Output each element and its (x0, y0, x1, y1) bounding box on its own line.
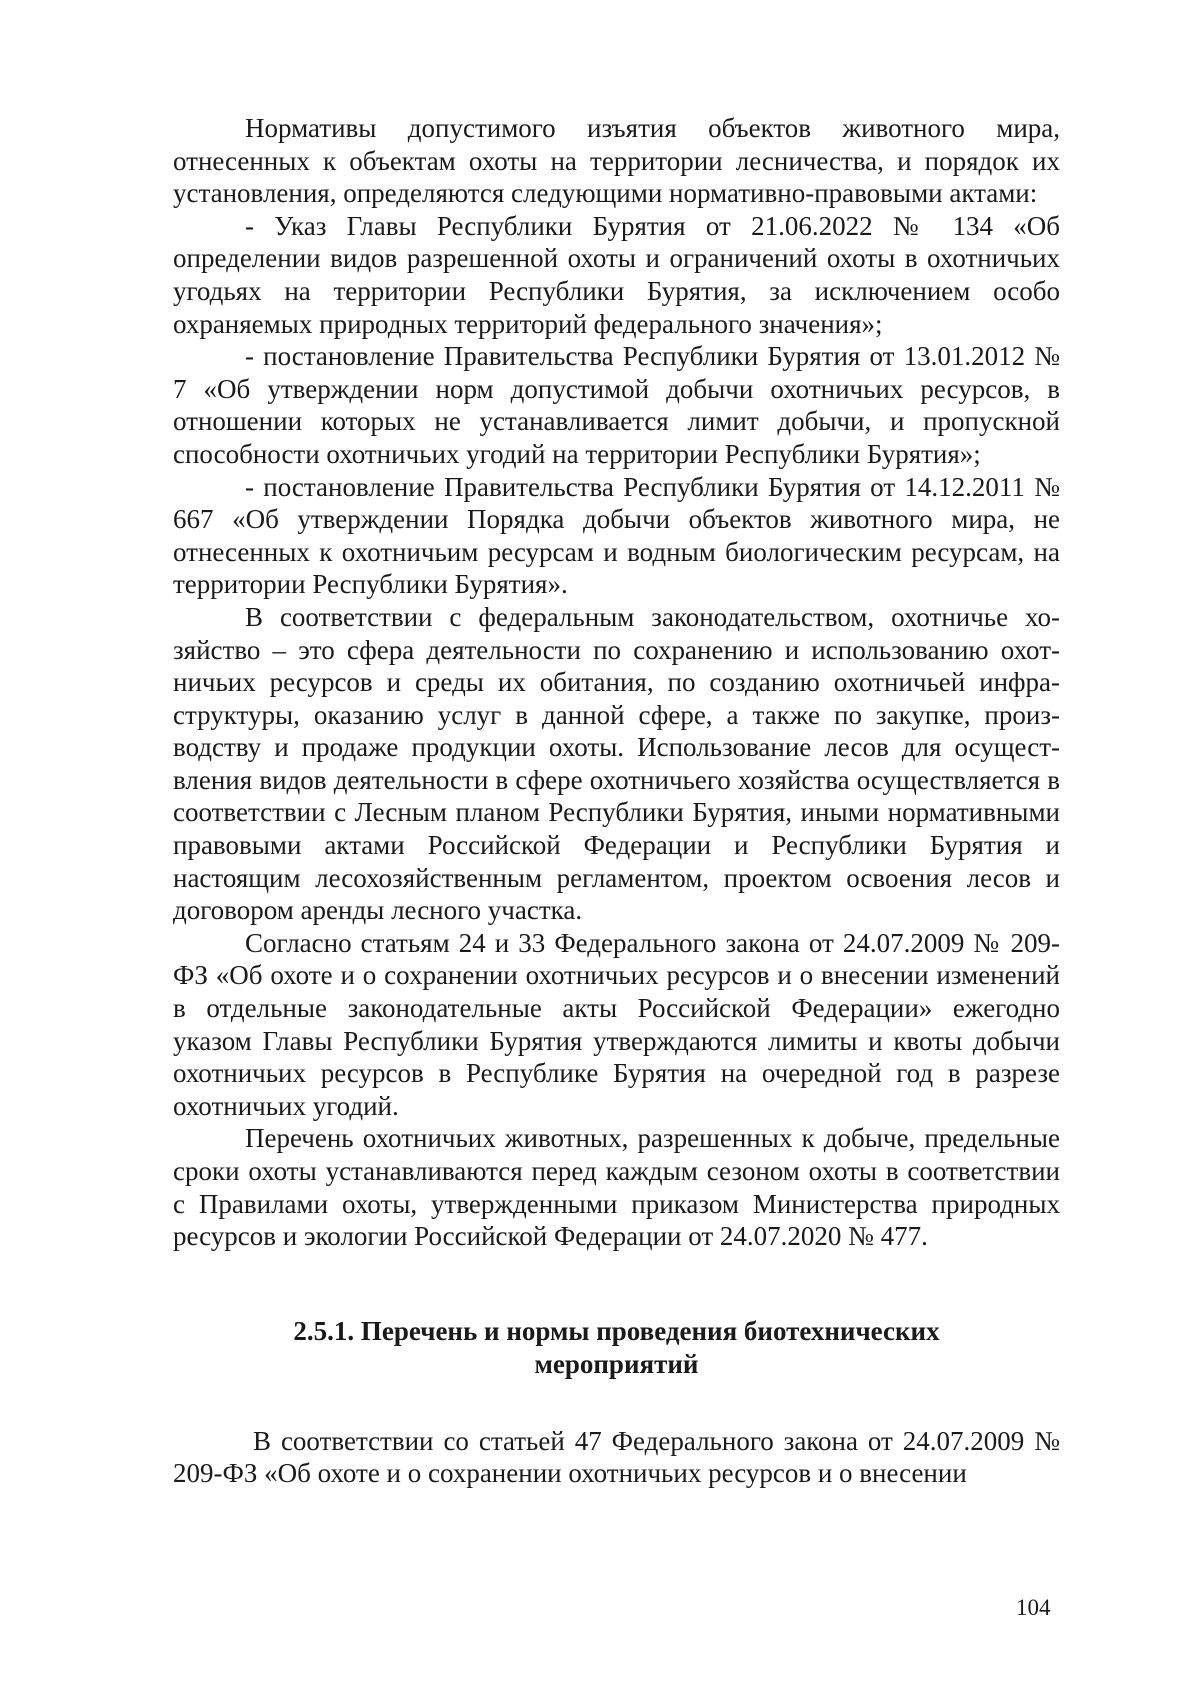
paragraph-norms-intro: Нормативы допустимого изъятия объектов животного мира, отнесенных к объектам охоты на территории лесничества, и порядок их установления, определяются следующими нормативно-правовыми актами: (173, 113, 1060, 209)
paragraph-hunting-economy: В соответствии с федеральным законодательством, охотничье хозяйство – это сфера деятельности по сохранению и использованию охотничьих ресурсов и среды их обитания, по созданию охотничьей инфраструктуры, оказанию услуг в данной сфере, а также по закупке, производству и продаже продукции охоты. Использование лесов для осуществления видов деятельности в сфере охотничьего хозяйства осуществляется в соответствии с Лесным планом Республики Бурятия, иными нормативными правовыми актами Российской Федерации и Республики Бурятия и настоящим лесохозяйственным регламентом, проектом освоения лесов и договором аренды лесного участка. (173, 601, 1060, 926)
paragraph-hunting-rules: Перечень охотничьих животных, разрешенных к добыче, предельные сроки охоты устанавливаются перед каждым сезоном охоты в соответствии с Правилами охоты, утвержденными приказом Министерства природных ресурсов и экологии Российской Федерации от 24.07.2020 № 477. (173, 1123, 1060, 1252)
page-number: 104 (1016, 1595, 1051, 1620)
section-heading-line-2: мероприятий (534, 1348, 699, 1379)
paragraph-limits-quotas: Согласно статьям 24 и 33 Федерального закона от 24.07.2009 № 209-ФЗ «Об охоте и о сохранении охотничьих ресурсов и о внесении изменений в отдельные законодательные акты Российской Федерации» ежегодно указом Главы Республики Бурятия утверждаются лимиты и квоты добычи охотничьих ресурсов в Республике Бурятия на очередной год в разрезе охотничьих угодий. (173, 927, 1060, 1121)
paragraph-resolution-667: - постановление Правительства Республики Бурятия от 14.12.2011 № 667 «Об утверждении Порядка добычи объектов животного мира, не отнесенных к охотничьим ресурсам и водным биологическим ресурсам, на территории Республики Бурятия». (173, 471, 1060, 600)
document-body (173, 112, 1060, 1490)
paragraph-decree-134: - Указ Главы Республики Бурятия от 21.06.2022 № 134 «Об определении видов разрешенной охоты и ограничений охоты в охотничьих угодьях на территории Республики Бурятия, за исключением особо охраняемых природных территорий федерального значения»; (173, 210, 1060, 339)
section-heading (173, 1315, 1060, 1381)
paragraph-article-47: В соответствии со статьей 47 Федерального закона от 24.07.2009 № 209-ФЗ «Об охоте и о сохранении охотничьих ресурсов и о внесении (173, 1425, 1060, 1489)
section-heading-line-1: 2.5.1. Перечень и нормы проведения биотехнических (293, 1315, 940, 1346)
paragraph-resolution-7: - постановление Правительства Республики Бурятия от 13.01.2012 № 7 «Об утверждении норм допустимой добычи охотничьих ресурсов, в отношении которых не устанавливается лимит добычи, и пропускной способности охотничьих угодий на территории Республики Бурятия»; (173, 341, 1060, 469)
